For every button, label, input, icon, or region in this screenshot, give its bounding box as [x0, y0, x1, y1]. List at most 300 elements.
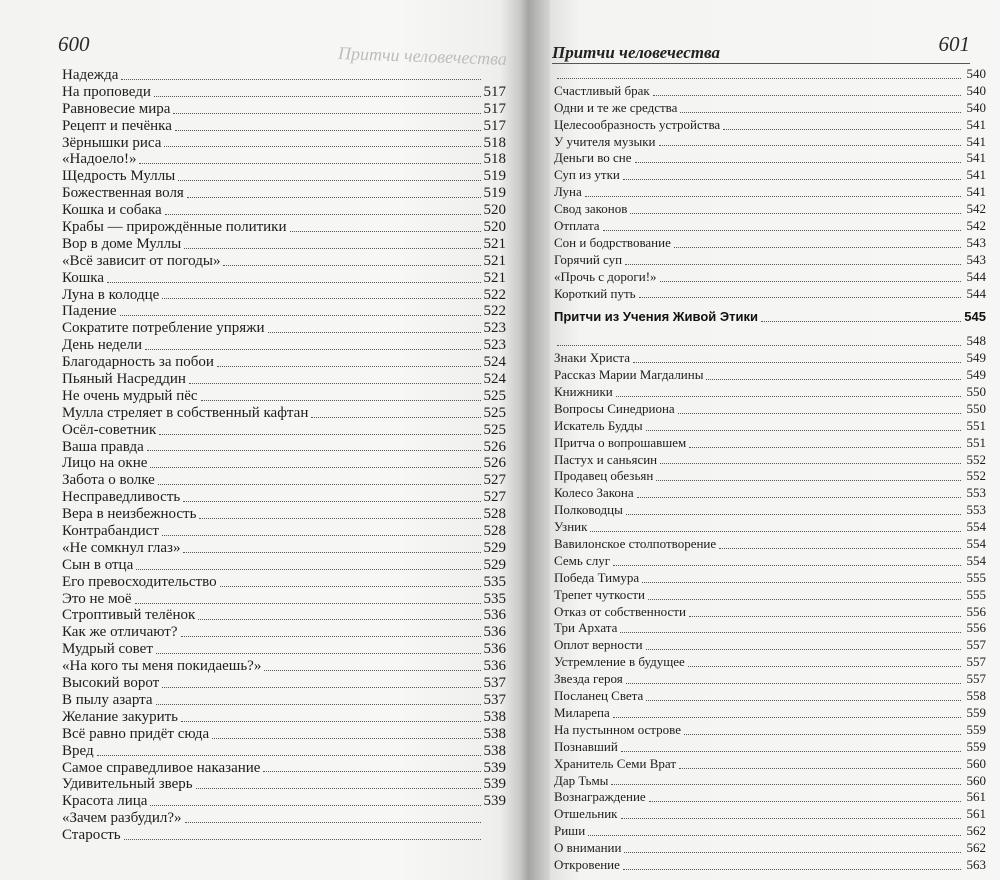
toc-entry-page: 519 [483, 185, 506, 202]
toc-entry-title: Трепет чуткости [554, 586, 645, 602]
toc-entry [62, 320, 506, 337]
toc-entry-page: 537 [483, 675, 506, 692]
toc-entry-title: «Прочь с дороги!» [554, 268, 657, 284]
dot-leader [220, 586, 481, 587]
dot-leader [217, 366, 481, 367]
toc-entry-title: Свод законов [554, 201, 628, 217]
toc-entry-title: О внимании [554, 840, 622, 856]
dot-leader [223, 265, 480, 266]
toc-entry [554, 252, 986, 269]
toc-entry-page: 563 [966, 856, 986, 872]
toc-entry [62, 405, 506, 422]
toc-entry-title: Старость [62, 827, 121, 844]
toc-entry-title: Ваша правда [62, 438, 144, 455]
toc-entry-title: Желание закурить [62, 708, 179, 725]
toc-entry-page: 523 [483, 320, 506, 337]
toc-entry-title: Хранитель Семи Врат [554, 755, 677, 771]
page-number-right: 601 [938, 32, 970, 56]
dot-leader [162, 298, 480, 299]
dot-leader [150, 467, 480, 468]
toc-entry-title: Колесо Закона [554, 485, 634, 501]
toc-entry [554, 269, 986, 286]
toc-entry-title: Удивительный зверь [62, 776, 193, 793]
dot-leader [684, 734, 961, 735]
dot-leader [557, 345, 961, 346]
toc-entry-title: «На кого ты меня покидаешь?» [62, 658, 262, 675]
toc-entry-page: 556 [966, 620, 986, 636]
dot-leader [637, 497, 961, 498]
toc-entry-title: Сон и бодрствование [554, 234, 671, 250]
toc-entry-title: Счастливый брак [554, 82, 650, 98]
dot-leader [150, 805, 480, 806]
dot-leader [659, 145, 962, 146]
dot-leader [183, 501, 480, 502]
toc-entry-page: 554 [966, 552, 986, 568]
toc-entry [62, 151, 506, 168]
toc-entry-title: Короткий путь [554, 285, 636, 301]
toc-entry-title: Благодарность за побои [62, 354, 214, 371]
toc-entry-title: Семь слуг [554, 552, 611, 568]
toc-entry [62, 760, 506, 777]
toc-entry [62, 776, 506, 793]
toc-entry [62, 253, 506, 270]
dot-leader [154, 96, 481, 97]
dot-leader [173, 113, 480, 114]
toc-entry [62, 557, 506, 574]
bleed-through-header-left: Притчи человечества [337, 43, 508, 69]
page-number-left: 600 [58, 32, 90, 56]
toc-entry-title: Сократите потребление упряжи [62, 320, 265, 337]
toc-entry-page: 539 [483, 776, 506, 793]
toc-entry-title: Звезда героя [554, 671, 623, 687]
toc-entry-title: Мудрый совет [62, 641, 153, 658]
toc-entry-page: 550 [966, 384, 986, 400]
toc-entry [62, 84, 506, 101]
dot-leader [648, 599, 961, 600]
toc-entry-page: 553 [966, 485, 986, 501]
toc-entry [554, 218, 986, 235]
toc-entry [62, 608, 506, 625]
dot-leader [183, 552, 480, 553]
toc-entry [62, 135, 506, 152]
toc-entry-page: 555 [966, 586, 986, 602]
toc-entry-title: Как же отличают? [62, 624, 178, 641]
toc-entry-title: Дар Тьмы [554, 772, 609, 788]
toc-entry-title: «Всё зависит от погоды» [62, 252, 221, 269]
toc-entry [554, 167, 986, 184]
toc-section-heading [554, 309, 986, 326]
dot-leader [623, 179, 961, 180]
toc-entry [554, 536, 986, 553]
toc-entry-page: 542 [966, 218, 986, 233]
toc-entry-page: 541 [966, 116, 986, 132]
toc-entry-title: Вор в доме Муллы [62, 235, 182, 252]
toc-entry [554, 468, 986, 485]
toc-entry [554, 184, 986, 201]
toc-entry-page: 550 [966, 400, 986, 416]
toc-entry [62, 202, 506, 219]
toc-entry-title: Лицо на окне [62, 455, 148, 472]
toc-entry-page: 553 [966, 502, 986, 518]
toc-entry-title: Падение [62, 303, 117, 320]
toc-entry-page: 560 [966, 772, 986, 788]
toc-entry-title: Вред [62, 742, 94, 759]
toc-entry-page: 552 [966, 468, 986, 484]
dot-leader [688, 666, 961, 667]
dot-leader [646, 649, 961, 650]
dot-leader [642, 582, 961, 583]
dot-leader [603, 230, 961, 231]
dot-leader [630, 213, 961, 214]
toc-entry [554, 739, 986, 756]
dot-leader [653, 95, 961, 96]
dot-leader [196, 788, 481, 789]
dot-leader [120, 315, 481, 316]
dot-leader [212, 738, 480, 739]
toc-entry [554, 502, 986, 519]
toc-entry-title: Кошка и собака [62, 202, 162, 219]
toc-entry-title: Забота о волке [62, 472, 155, 489]
toc-entry-title: Сын в отца [62, 556, 134, 573]
dot-leader [557, 78, 961, 79]
toc-entry [554, 637, 986, 654]
toc-entry-page: 520 [483, 219, 506, 235]
toc-entry-title: Рассказ Марии Магдалины [554, 367, 704, 383]
dot-leader [590, 531, 961, 532]
toc-entry [554, 756, 986, 773]
dot-leader [646, 430, 961, 431]
right-page [534, 0, 1000, 880]
toc-entry-page: 536 [483, 607, 506, 624]
toc-entry [554, 452, 986, 469]
toc-entry-title: Мулла стреляет в собственный кафтан [62, 404, 309, 421]
toc-entry [554, 688, 986, 705]
toc-entry-page: 540 [966, 82, 986, 98]
toc-entry-title: Осёл-советник [62, 421, 157, 438]
toc-entry [554, 789, 986, 806]
dot-leader [679, 768, 961, 769]
toc-entry-page: 551 [966, 417, 986, 433]
dot-leader [264, 670, 480, 671]
toc-entry [554, 350, 986, 367]
toc-entry-page: 521 [483, 235, 506, 252]
toc-entry-page: 536 [483, 624, 506, 641]
toc-entry [62, 118, 506, 135]
toc-entry-title: Суп из утки [554, 167, 620, 183]
toc-entry-title: Пьяный Насреддин [62, 371, 186, 388]
toc-entry-title: Зёрнышки риса [62, 134, 162, 151]
toc-entry-page: 549 [966, 350, 986, 366]
dot-leader [761, 321, 961, 322]
toc-entry-page: 554 [966, 519, 986, 535]
toc-entry-title: Кошка [62, 269, 105, 286]
toc-entry [554, 823, 986, 840]
toc-entry-title: Не очень мудрый пёс [62, 387, 198, 404]
dot-leader [162, 687, 480, 688]
toc-entry-page: 543 [966, 251, 986, 267]
toc-entry-page: 539 [483, 759, 506, 776]
toc-entry-title: Отказ от собственности [554, 603, 686, 619]
dot-leader [107, 282, 480, 283]
toc-entry-page: 517 [483, 83, 506, 100]
dot-leader [646, 700, 961, 701]
toc-entry [554, 587, 986, 604]
toc-entry [62, 185, 506, 202]
toc-entry [62, 523, 506, 540]
toc-entry [62, 658, 506, 675]
dot-leader [201, 400, 481, 401]
toc-entry-page: 549 [966, 367, 986, 383]
dot-leader [706, 379, 961, 380]
toc-entry-page: 535 [483, 573, 506, 590]
toc-entry-title: Познавший [554, 738, 618, 754]
toc-entry-page: 518 [483, 151, 506, 168]
dot-leader [139, 163, 480, 164]
dot-leader [263, 771, 480, 772]
toc-entry-page: 552 [966, 451, 986, 467]
toc-entry-title: Знаки Христа [554, 350, 630, 366]
toc-entry [62, 101, 506, 118]
toc-entry [62, 489, 506, 506]
toc-entry [62, 641, 506, 658]
dot-leader [680, 112, 961, 113]
dot-leader [611, 784, 961, 785]
toc-entry-page: 527 [483, 489, 506, 506]
toc-entry [62, 472, 506, 489]
toc-entry-title: Вавилонское столпотворение [554, 536, 717, 552]
dot-leader [199, 518, 480, 519]
dot-leader [159, 434, 480, 435]
toc-entry-page: 522 [483, 303, 506, 320]
toc-entry-title: Полководцы [554, 502, 623, 518]
toc-entry-page: 541 [966, 184, 986, 200]
dot-leader [719, 548, 961, 549]
toc-entry-title: Победа Тимура [554, 569, 640, 585]
toc-entry-title: Отплата [554, 218, 600, 233]
toc-entry-page: 556 [966, 603, 986, 619]
dot-leader [656, 480, 961, 481]
toc-entry-title: «Не сомкнул глаз» [62, 539, 181, 556]
toc-entry-title: В пылу азарта [62, 691, 153, 708]
dot-leader [158, 484, 481, 485]
dot-leader [613, 717, 961, 718]
dot-leader [624, 852, 961, 853]
toc-entry-title: У учителя музыки [554, 133, 656, 149]
toc-entry-page: 524 [483, 371, 506, 388]
dot-leader [689, 616, 961, 617]
dot-leader [588, 835, 961, 836]
dot-leader [623, 869, 961, 870]
toc-entry-page: 558 [966, 688, 986, 704]
dot-leader [616, 396, 961, 397]
toc-entry-title: Вознаграждение [554, 789, 646, 805]
toc-entry-page: 559 [966, 704, 986, 720]
toc-entry [62, 455, 506, 472]
toc-entry-title: Три Архата [554, 620, 618, 636]
toc-entry-page: 529 [483, 556, 506, 573]
toc-entry-title: Книжники [554, 384, 613, 400]
toc-entry [62, 827, 506, 844]
toc-entry [554, 333, 986, 350]
toc-entry-title: Красота лица [62, 793, 148, 810]
toc-entry-title: Щедрость Муллы [62, 168, 176, 185]
dot-leader [164, 146, 480, 147]
toc-entry-page: 559 [966, 721, 986, 737]
toc-entry-page: 543 [966, 234, 986, 250]
toc-entry-title: Несправедливость [62, 489, 181, 506]
toc-entry-page: 539 [483, 793, 506, 810]
toc-entry-title: Миларепа [554, 704, 610, 720]
toc-entry-title: Отшельник [554, 806, 618, 822]
dot-leader [181, 636, 481, 637]
toc-entry [554, 570, 986, 587]
toc-entry-page: 548 [966, 333, 986, 349]
toc-entry-title: Надежда [62, 66, 119, 83]
toc-entry [554, 621, 986, 638]
toc-entry-page: 525 [483, 421, 506, 438]
dot-leader [689, 447, 961, 448]
dot-leader [613, 565, 961, 566]
toc-entry [554, 654, 986, 671]
dot-leader [290, 231, 481, 232]
dot-leader [620, 632, 961, 633]
toc-entry [62, 270, 506, 287]
toc-entry [554, 134, 986, 151]
dot-leader [156, 653, 481, 654]
dot-leader [626, 514, 961, 515]
toc-entry [554, 840, 986, 857]
dot-leader [97, 755, 481, 756]
section-gap [554, 302, 986, 309]
toc-entry-title: Продавец обезьян [554, 468, 654, 484]
dot-leader [124, 839, 481, 840]
dot-leader [639, 297, 961, 298]
toc-entry [554, 773, 986, 790]
toc-entry-page: 545 [964, 309, 986, 325]
toc-entry [554, 117, 986, 134]
toc-entry-title: Притчи из Учения Живой Этики [554, 309, 758, 325]
toc-entry-page: 554 [966, 536, 986, 552]
toc-entry-page: 526 [483, 455, 506, 472]
section-gap [554, 326, 986, 333]
toc-entry-title: Высокий ворот [62, 675, 160, 692]
toc-entry-page: 542 [966, 201, 986, 217]
toc-entry-title: Луна в колодце [62, 286, 160, 303]
toc-entry-title: День недели [62, 337, 142, 354]
toc-entry [554, 485, 986, 502]
toc-entry [62, 540, 506, 557]
toc-entry-page: 562 [966, 823, 986, 839]
dot-leader [649, 801, 961, 802]
toc-entry-title: Это не моё [62, 590, 132, 607]
toc-entry-page: 517 [483, 117, 506, 134]
toc-entry-page: 557 [966, 671, 986, 687]
dot-leader [145, 349, 481, 350]
toc-entry [62, 236, 506, 253]
toc-entry [62, 439, 506, 456]
dot-leader [178, 180, 480, 181]
toc-entry-page: 526 [483, 438, 506, 455]
toc-entry [554, 401, 986, 418]
toc-entry-page: 527 [483, 472, 506, 489]
toc-entry [62, 743, 506, 760]
toc-entry [62, 422, 506, 439]
toc-entry-page: 537 [483, 691, 506, 708]
toc-entry-title: На пустынном острове [554, 721, 681, 737]
toc-entry-page: 541 [966, 133, 986, 149]
toc-entry-page: 536 [483, 641, 506, 658]
toc-entry-page: 520 [483, 202, 506, 219]
dot-leader [585, 196, 961, 197]
toc-entry-page: 551 [966, 434, 986, 450]
toc-entry [62, 726, 506, 743]
toc-entry-title: Пастух и саньясин [554, 451, 658, 467]
toc-entry-page: 528 [483, 506, 506, 523]
dot-leader [175, 130, 481, 131]
dot-leader [189, 383, 481, 384]
dot-leader [660, 463, 961, 464]
toc-entry-title: Притча о вопрошавшем [554, 434, 687, 450]
toc-entry [554, 806, 986, 823]
toc-entry-title: Одни и те же средства [554, 99, 678, 115]
toc-list-right [554, 66, 986, 874]
dot-leader [268, 332, 481, 333]
toc-entry-title: Всё равно придёт сюда [62, 725, 210, 742]
toc-entry-title: Вера в неизбежность [62, 506, 197, 523]
toc-entry-title: Равновесие мира [62, 100, 171, 117]
toc-entry [554, 66, 986, 83]
toc-entry [62, 388, 506, 405]
dot-leader [181, 721, 480, 722]
toc-entry-page: 529 [483, 539, 506, 556]
toc-entry-title: Его превосходительство [62, 573, 217, 590]
toc-entry-page: 519 [483, 168, 506, 185]
toc-list-left [62, 67, 506, 844]
toc-entry-title: Божественная воля [62, 185, 184, 202]
toc-entry [554, 553, 986, 570]
toc-entry-page: 538 [483, 725, 506, 742]
toc-entry [554, 705, 986, 722]
toc-entry-title: Искатель Будды [554, 417, 643, 433]
toc-entry-page: 540 [966, 65, 986, 81]
toc-entry [554, 418, 986, 435]
dot-leader [674, 247, 961, 248]
toc-entry-title: «Зачем разбудил?» [62, 810, 182, 827]
toc-entry-title: Целесообразность устройства [554, 116, 721, 132]
dot-leader [165, 214, 481, 215]
toc-entry-title: Оплот верности [554, 637, 643, 653]
toc-entry [554, 671, 986, 688]
toc-entry-title: Посланец Света [554, 688, 644, 704]
toc-entry-page: 535 [483, 590, 506, 607]
dot-leader [162, 535, 481, 536]
toc-entry-page: 521 [483, 252, 506, 269]
toc-entry [554, 857, 986, 874]
toc-entry [554, 100, 986, 117]
toc-entry-page: 522 [483, 286, 506, 303]
toc-entry-page: 518 [483, 134, 506, 151]
toc-entry-page: 525 [483, 404, 506, 421]
toc-entry [62, 67, 506, 84]
dot-leader [311, 417, 480, 418]
toc-entry-title: «Надоело!» [62, 151, 137, 168]
running-head-right: Притчи человечества [552, 43, 720, 62]
toc-entry-title: Горячий суп [554, 251, 623, 267]
dot-leader [136, 569, 480, 570]
dot-leader [723, 129, 961, 130]
toc-entry [554, 150, 986, 167]
toc-entry [554, 722, 986, 739]
